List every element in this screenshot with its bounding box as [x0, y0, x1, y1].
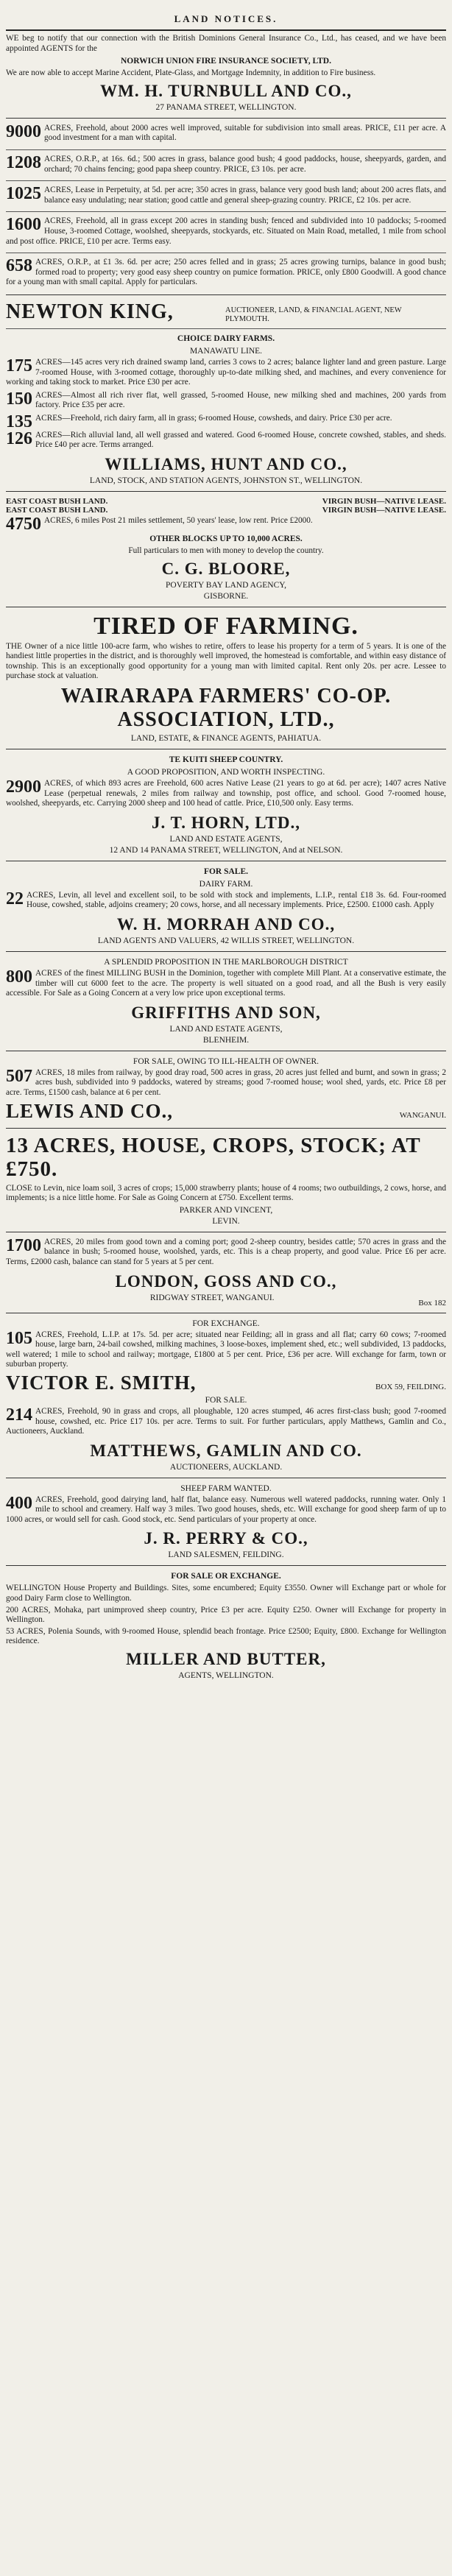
- lewis-ad: [6, 1056, 446, 1123]
- listing-text: ACRES, 20 miles from good town and a coming port; good 2-sheep country, besides cattle; 570 acres in grass and the balance in bush; 5-roomed house, woolshed, yards, etc. This is a cheap property, and good value. Price £6 per acre. Terms, £2000 cash, balance can stand for 5 years at 5 per cent.: [6, 1237, 446, 1266]
- listing-text: ACRES, Levin, all level and excellent soil, to be sold with stock and implements, L.I.P., rental £18 3s. 6d. Four-roomed House, cowshed, stable, adjoins creamery; 20 cows, horse, and all necessary implements. Price, £2500. £1000 cash. Apply: [27, 890, 446, 910]
- listing: [6, 1407, 446, 1439]
- listing: [6, 969, 446, 1001]
- firm-name: WM. H. TURNBULL AND CO.,: [100, 81, 352, 100]
- firm-name: WAIRARAPA FARMERS' CO-OP. ASSOCIATION, LTD.,: [60, 685, 392, 732]
- firm-address: LAND, ESTATE, & FINANCE AGENTS, PAHIATUA.: [130, 734, 322, 744]
- listing: [6, 121, 446, 145]
- morrah-ad: [6, 867, 446, 946]
- firm-address: POVERTY BAY LAND AGENCY,: [166, 580, 286, 590]
- firm-name: J. R. PERRY & CO.,: [144, 1529, 308, 1548]
- divider: [6, 491, 446, 492]
- listing-text: ACRES, O.R.P., at £1 3s. 6d. per acre; 250 acres felled and in grass; 25 acres growing turnips, balance in good bush; formed road to property; very good easy sheep country on pumice formation. PRICE, only £800 Goodwill. A good chance for a young man with small capital. Apply for particulars.: [6, 258, 446, 287]
- listing-text: ACRES—145 acres very rich drained swamp land, carries 3 cows to 2 acres; balance lighter land and green pasture. Large 7-roomed House, with 3-roomed cottage, thoroughly up-to-date milking shed, and machines, and every convenience for working and taking stock to market. Price £30 per acre.: [6, 357, 446, 387]
- listing-number: 400: [6, 1493, 32, 1513]
- sub-heading: VIRGIN BUSH—NATIVE LEASE.: [322, 506, 446, 515]
- divider: [6, 1565, 446, 1566]
- listing: [6, 391, 446, 412]
- listing: [6, 1235, 446, 1269]
- listing: [6, 779, 446, 811]
- parker-ad: [6, 1134, 446, 1227]
- section-heading: SHEEP FARM WANTED.: [180, 1483, 272, 1493]
- divider: [6, 180, 446, 181]
- firm-name: LONDON, GOSS AND CO.,: [115, 1271, 337, 1291]
- listing: [6, 186, 446, 207]
- listing-text: ACRES, 6 miles Post 21 miles settlement, 50 years' lease, low rent. Price £2000.: [44, 516, 313, 526]
- tired-of-farming-ad: [6, 613, 446, 744]
- listing: [6, 891, 446, 912]
- ad-text: 53 ACRES, Polenia Sounds, with 9-roomed House, splendid beach frontage. Price £2500; Equity, £800. Exchange for Wellington residence.: [6, 1626, 446, 1646]
- firm-place: LEVIN.: [212, 1216, 240, 1226]
- sub-heading: DAIRY FARM.: [199, 879, 253, 889]
- listing-number: 126: [6, 428, 32, 448]
- ad-text: CLOSE to Levin, nice loam soil, 3 acres of crops; 15,000 strawberry plants; house of 4 rooms; two outbuildings, 2 cows, horse, and implements; is a nice little home. For Sale as Going Concern at £750. Excellent terms.: [6, 1183, 446, 1203]
- london-goss-ad: [6, 1235, 446, 1308]
- listing-number: 105: [6, 1328, 32, 1348]
- listing: [6, 152, 446, 176]
- divider: [6, 149, 446, 150]
- section-heading: TE KUITI SHEEP COUNTRY.: [169, 755, 283, 765]
- listing-number: 175: [6, 356, 32, 375]
- divider: [6, 29, 446, 31]
- section-heading: FOR EXCHANGE.: [192, 1319, 260, 1328]
- horn-ad: [6, 755, 446, 855]
- listing: [6, 428, 446, 452]
- ad-text: WELLINGTON House Property and Buildings. Sites, some encumbered; Equity £3550. Owner will Exchange part or whole for good Dairy Farm close to Wellington.: [6, 1584, 446, 1603]
- firm-name: LEWIS AND CO.,: [6, 1099, 174, 1122]
- listing-number: 1600: [6, 215, 41, 235]
- sub-heading: MANAWATU LINE.: [189, 346, 263, 356]
- section-heading: A SPLENDID PROPOSITION IN THE MARLBOROUGH DISTRICT: [104, 958, 348, 967]
- ad-text: THE Owner of a nice little 100-acre farm, who wishes to retire, offers to lease his property for a term of 5 years. It is one of the handiest little properties in the district, and is thoroughly well improved, the homestead is comfortable, and within easy distance of township. This is an exceptionally good opportunity for a young man with limited capital. Rent only 20s. per acre. Lessee to purchase stock at valuation.: [6, 641, 446, 681]
- divider: [6, 328, 446, 329]
- listing-text: ACRES of the finest MILLING BUSH in the Dominion, together with complete Mill Plant. At a conservative estimate, the timber will cut 6000 feet to the acre. The property is well situated on a good road, and all the Bush is very easily accessible. For Sale as a Going Concern at a very low price upon exceptional terms.: [6, 969, 446, 998]
- sub-heading: EAST COAST BUSH LAND.: [6, 497, 108, 507]
- listing: [6, 516, 446, 532]
- listing-text: ACRES, Freehold, about 2000 acres well improved, suitable for subdivision into small areas. PRICE, £11 per acre. A good investment for a man with capital.: [44, 123, 446, 143]
- firm-place: BLENHEIM.: [202, 1035, 250, 1045]
- listing: [6, 414, 446, 429]
- listing: [6, 1495, 446, 1527]
- ad-text: Full particulars to men with money to develop the country.: [128, 546, 324, 556]
- firm-address: AGENTS, WELLINGTON.: [178, 1671, 274, 1681]
- ad-headline: 13 ACRES, HOUSE, CROPS, STOCK; AT £750.: [6, 1133, 421, 1181]
- listing-text: ACRES, Freehold, good dairying land, half flat, balance easy. Numerous well watered paddocks, running water. Only 1 mile to school and creamery. Half way 3 miles. Two good houses, sheds, etc. Will exchange for good sheep farm of up to 1000 acres, or would sell for cash. Good stock, etc. Send particulars of your property at once.: [6, 1495, 446, 1524]
- firm-address: RIDGWAY STREET, WANGANUI.: [149, 1293, 275, 1302]
- firm-name: MATTHEWS, GAMLIN AND CO.: [90, 1441, 362, 1460]
- sub-heading: A GOOD PROPOSITION, AND WORTH INSPECTING.: [127, 768, 325, 777]
- williams-hunt-ad: [6, 455, 446, 557]
- listing-text: ACRES, Freehold, L.I.P. at 17s. 5d. per acre; situated near Feilding; all in grass and all flat; carry 60 cows; 7-roomed house, large barn, 24-bail cowshed, milking machines, 3 loose-boxes, implement shed, etc.; well subdivided, 13 paddocks, well watered; 1 mile to school and railway; mortgage, £1800 at 5 per cent. Price, £36 per acre. Will exchange for farm, town or suburban property.: [6, 1330, 446, 1369]
- listing: [6, 1068, 446, 1100]
- section-heading: FOR SALE, OWING TO ILL-HEALTH OF OWNER.: [133, 1056, 319, 1066]
- listing-text: ACRES, O.R.P., at 16s. 6d.; 500 acres in grass, balance good bush; 4 good paddocks, house, sheepyards, garden, and orchard; 70 chains fencing; good papa sheep country. PRICE, £3 10s. per acre.: [44, 154, 446, 174]
- listing: [6, 358, 446, 389]
- sub-heading: VIRGIN BUSH—NATIVE LEASE.: [322, 497, 446, 507]
- divider: [6, 118, 446, 119]
- listing-number: 150: [6, 389, 32, 409]
- section-heading: CHOICE DAIRY FARMS.: [177, 334, 275, 343]
- section-title: LAND NOTICES.: [174, 13, 278, 24]
- firm-place: WANGANUI.: [399, 1110, 446, 1120]
- listing-number: 214: [6, 1405, 32, 1425]
- firm-name: C. G. BLOORE,: [161, 559, 291, 578]
- firm-address: LAND, STOCK, AND STATION AGENTS, JOHNSTON ST., WELLINGTON.: [89, 476, 363, 486]
- divider: [6, 1128, 446, 1129]
- listing-number: 2900: [6, 777, 41, 797]
- firm-address: AUCTIONEERS, AUCKLAND.: [169, 1462, 283, 1472]
- firm-name: PARKER AND VINCENT,: [179, 1205, 273, 1215]
- firm-place: GISBORNE.: [203, 591, 249, 601]
- divider: [6, 211, 446, 212]
- company-name: NORWICH UNION FIRE INSURANCE SOCIETY, LTD.: [121, 57, 331, 66]
- bloore-ad: [6, 560, 446, 601]
- firm-address: LAND AND ESTATE AGENTS,: [169, 1024, 283, 1034]
- listing-number: 9000: [6, 121, 41, 141]
- section-heading: FOR SALE OR EXCHANGE.: [171, 1572, 281, 1581]
- turnbull-ad: [6, 34, 446, 289]
- firm-role: AUCTIONEER, LAND, & FINANCIAL AGENT, NEW PLYMOUTH.: [225, 306, 402, 323]
- perry-ad: [6, 1483, 446, 1561]
- ad-headline: TIRED OF FARMING.: [93, 612, 359, 640]
- sub-heading: OTHER BLOCKS UP TO 10,000 ACRES.: [149, 534, 303, 544]
- divider: [6, 294, 446, 295]
- sub-heading: EAST COAST BUSH LAND.: [6, 506, 108, 515]
- firm-address: 27 PANAMA STREET, WELLINGTON.: [155, 102, 297, 112]
- smith-ad: [6, 1319, 446, 1472]
- firm-address: LAND AND ESTATE AGENTS,: [169, 834, 283, 844]
- firm-address: LAND AGENTS AND VALUERS, 42 WILLIS STREET, WELLINGTON.: [97, 936, 355, 945]
- listing-number: 800: [6, 967, 32, 987]
- listing-text: ACRES, of which 893 acres are Freehold, 600 acres Native Lease (21 years to go at 6d. per acre); 1407 acres Native Lease (perpetual renewals, 2 miles from railway and township, post office, and school. Good 7-roomed house, woolshed, sheepyards, etc. Carrying 2000 sheep and 100 head of cattle. Price, £10,500 only. Easy terms.: [6, 779, 446, 808]
- firm-name: WILLIAMS, HUNT AND CO.,: [105, 455, 347, 474]
- firm-name: GRIFFITHS AND SON,: [131, 1003, 321, 1022]
- listing-number: 658: [6, 256, 32, 276]
- firm-name: J. T. HORN, LTD.,: [152, 813, 300, 832]
- listing-number: 22: [6, 889, 24, 908]
- listing-text: ACRES, Lease in Perpetuity, at 5d. per acre; 350 acres in grass, balance very good bush land; about 200 acres flats, and balance easy undulating; near station; good cattle and general sheep-grazing country. PRICE, £2 10s. per acre.: [44, 186, 446, 205]
- section-heading: FOR SALE.: [203, 867, 249, 876]
- listing-number: 507: [6, 1066, 32, 1086]
- listing-text: ACRES—Freehold, rich dairy farm, all in grass; 6-roomed House, cowsheds, and dairy. Price £30 per acre.: [35, 413, 392, 423]
- ad-text: We are now able to accept Marine Accident, Plate-Glass, and Mortgage Indemnity, in addition to Fire business.: [6, 68, 376, 78]
- box-number: BOX 59, FEILDING.: [375, 1382, 446, 1391]
- griffiths-ad: [6, 957, 446, 1045]
- firm-name: VICTOR E. SMITH,: [6, 1371, 197, 1394]
- listing: [6, 1330, 446, 1372]
- firm-address: LAND SALESMEN, FEILDING.: [168, 1550, 284, 1560]
- listing-number: 1025: [6, 184, 41, 204]
- listing-text: ACRES, 18 miles from railway, by good dray road, 500 acres in grass, 20 acres just felled and burnt, and sown in grass; 2 acres bush, subdivided into 9 paddocks, watered by streams; good 7-roomed house; wool shed, yards, etc. Price £8 per acre. Terms, £1500 cash, balance at 6 per cent.: [6, 1068, 446, 1097]
- box-number: Box 182: [418, 1298, 446, 1308]
- section-heading: FOR SALE.: [205, 1395, 247, 1405]
- listing-number: 1208: [6, 152, 41, 172]
- listing-number: 4750: [6, 515, 41, 534]
- land-notices-page: [6, 0, 446, 2576]
- listing: [6, 216, 446, 248]
- ad-text: 200 ACRES, Mohaka, part unimproved sheep country, Price £3 per acre. Equity £250. Owner will Exchange for property in Wellington.: [6, 1605, 446, 1625]
- firm-name: W. H. MORRAH AND CO.,: [116, 915, 336, 934]
- listing: [6, 258, 446, 289]
- firm-name: MILLER AND BUTTER,: [126, 1650, 326, 1669]
- divider: [6, 951, 446, 952]
- listing-text: ACRES, Freehold, 90 in grass and crops, all ploughable, 120 acres stumped, 46 acres first-class bush; good 7-roomed house, cowshed, etc. Price £17 10s. per acre. Terms to suit. For further particulars, apply Matthews, Gamlin and Co., Auctioneers, Auckland.: [6, 1406, 446, 1436]
- miller-butter-ad: [6, 1571, 446, 1681]
- listing-text: ACRES, Freehold, all in grass except 200 acres in standing bush; fenced and subdivided into 10 paddocks; 5-roomed House, 3-roomed Cottage, woolshed, sheepyards, stockyards, etc. Situated on Main Road, metalled, 1 mile from school and post office. PRICE, £10 per acre. Terms easy.: [6, 216, 446, 246]
- firm-address: 12 AND 14 PANAMA STREET, WELLINGTON, And at NELSON.: [109, 845, 343, 855]
- listing-text: ACRES—Rich alluvial land, all well grassed and watered. Good 6-roomed House, concrete cowshed, stables, and sheds. Price £40 per acre. Terms arranged.: [35, 430, 446, 450]
- firm-name: NEWTON KING,: [6, 300, 174, 323]
- listing-number: 135: [6, 412, 32, 431]
- listing-number: 1700: [6, 1235, 41, 1255]
- ad-text: WE beg to notify that our connection with the British Dominions General Insurance Co., Ltd., has ceased, and we have been appointed AGENTS for the: [6, 34, 446, 53]
- listing-text: ACRES—Almost all rich river flat, well grassed, 5-roomed House, new milking shed and machines, 200 yards from factory. Price £35 per acre.: [35, 390, 446, 410]
- newton-king-ad: [6, 300, 446, 452]
